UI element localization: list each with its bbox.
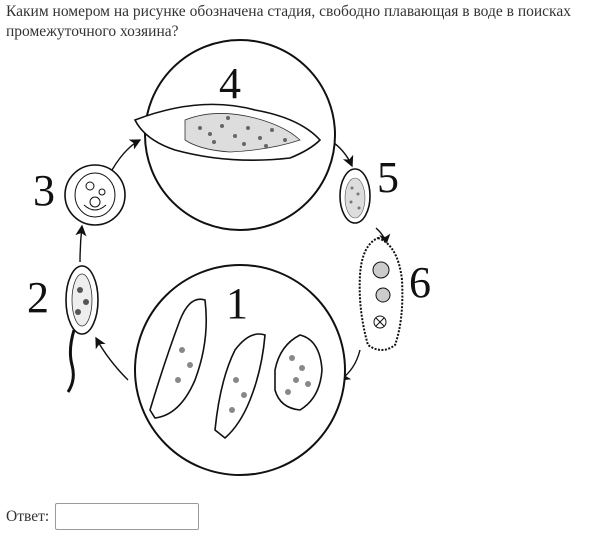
stage-3	[65, 165, 125, 225]
stage-label-3: 3	[33, 166, 55, 215]
stage-label-2: 2	[27, 273, 49, 322]
arrow-1-to-2	[96, 338, 128, 380]
stage-label-4: 4	[219, 59, 241, 108]
stage-2	[66, 266, 98, 392]
question-text: Каким номером на рисунке обозначена стадия, свободно плавающая в воде в поисках промежуточного хозяина?	[6, 3, 571, 40]
answer-label: Ответ:	[6, 507, 50, 525]
stage-5-egg	[340, 169, 370, 223]
answer-input[interactable]	[55, 503, 199, 530]
stage-label-1: 1	[226, 279, 248, 328]
stage-label-6: 6	[409, 258, 431, 307]
arrow-3-to-4	[112, 140, 140, 170]
stage-label-5: 5	[377, 153, 399, 202]
stage-6-miracidium	[360, 238, 403, 350]
answer-row	[6, 503, 199, 530]
arrow-2-to-3	[80, 226, 82, 262]
